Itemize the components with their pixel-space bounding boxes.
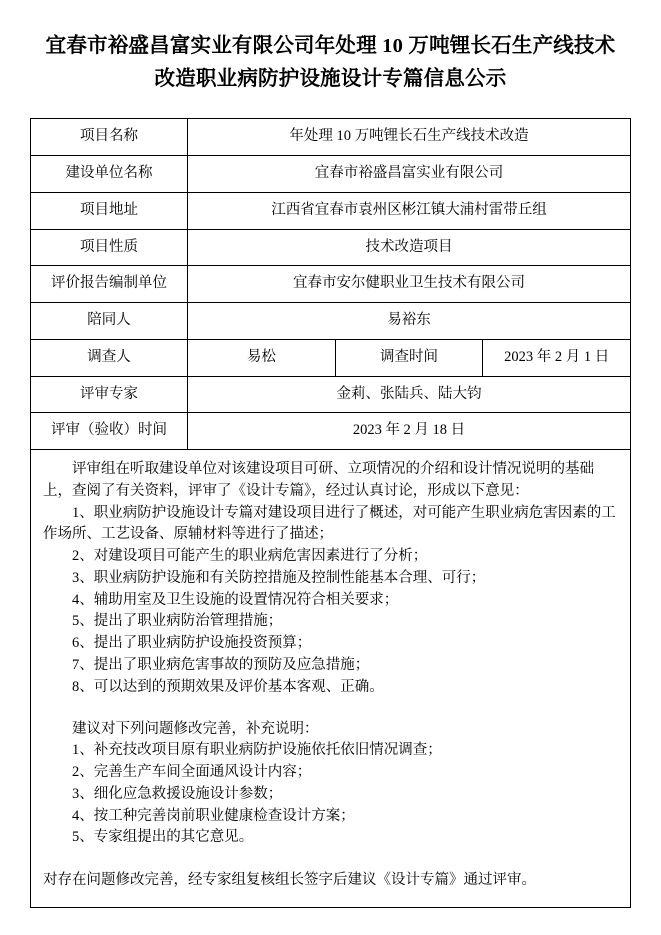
row-label-accompanying-person: 陪同人 bbox=[31, 303, 188, 340]
row-value-project-name: 年处理 10 万吨锂长石生产线技术改造 bbox=[188, 119, 631, 156]
table-row-opinion bbox=[31, 450, 631, 908]
row-value-survey-time: 2023 年 2 月 1 日 bbox=[483, 339, 631, 376]
row-label-project-nature: 项目性质 bbox=[31, 229, 188, 266]
opinion-item: 6、提出了职业病防护设施投资预算； bbox=[72, 635, 312, 652]
row-value-company-name: 宜春市裕盛昌富实业有限公司 bbox=[188, 156, 631, 193]
row-label-survey-time: 调查时间 bbox=[335, 339, 483, 376]
opinion-item: 4、辅助用室及卫生设施的设置情况符合相关要求； bbox=[72, 591, 399, 608]
row-label-experts: 评审专家 bbox=[31, 376, 188, 413]
table-row bbox=[31, 119, 631, 156]
table-row bbox=[31, 376, 631, 413]
row-label-review-time: 评审（验收）时间 bbox=[31, 413, 188, 450]
table-row bbox=[31, 339, 631, 376]
row-label-company-name: 建设单位名称 bbox=[31, 156, 188, 193]
spacer bbox=[43, 849, 618, 869]
table-row bbox=[31, 156, 631, 193]
row-value-project-address: 江西省宜春市袁州区彬江镇大浦村雷带丘组 bbox=[188, 192, 631, 229]
opinion-intro: 评审组在听取建设单位对该建设项目可研、立项情况的介绍和设计情况说明的基础上，查阅了有关资料，评审了《设计专篇》，经过认真讨论，形成以下意见： bbox=[43, 461, 594, 499]
row-label-report-unit: 评价报告编制单位 bbox=[31, 266, 188, 303]
suggestion-item: 1、补充技改项目原有职业病防护设施依托依旧情况调查； bbox=[72, 742, 442, 759]
table-row bbox=[31, 192, 631, 229]
spacer bbox=[43, 698, 618, 718]
row-value-surveyor: 易松 bbox=[188, 339, 336, 376]
suggestion-item: 3、细化应急救援设施设计参数； bbox=[72, 785, 283, 802]
info-table-container bbox=[30, 118, 631, 908]
row-label-project-address: 项目地址 bbox=[31, 192, 188, 229]
table-row bbox=[31, 413, 631, 450]
opinion-item: 7、提出了职业病危害事故的预防及应急措施； bbox=[72, 656, 370, 673]
opinion-item: 2、对建设项目可能产生的职业病危害因素进行了分析； bbox=[72, 548, 428, 565]
row-value-report-unit: 宜春市安尔健职业卫生技术有限公司 bbox=[188, 266, 631, 303]
table-row bbox=[31, 229, 631, 266]
conclusion-text: 对存在问题修改完善，经专家组复核组长签字后建议《设计专篇》通过评审。 bbox=[43, 871, 536, 888]
row-value-accompanying-person: 易裕东 bbox=[188, 303, 631, 340]
page-title: 宜春市裕盛昌富实业有限公司年处理 10 万吨锂长石生产线技术改造职业病防护设施设计专篇信息公示 bbox=[45, 35, 616, 91]
opinion-item: 8、可以达到的预期效果及评价基本客观、正确。 bbox=[72, 678, 384, 695]
info-table bbox=[30, 118, 631, 908]
suggestion-item: 4、按工种完善岗前职业健康检查设计方案； bbox=[72, 807, 355, 824]
suggestion-item: 5、专家组提出的其它意见。 bbox=[72, 829, 254, 846]
opinion-item: 1、职业病防护设施设计专篇对建设项目进行了概述，对可能产生职业病危害因素的工作场所、工艺设备、原辅材料等进行了描述； bbox=[43, 504, 616, 543]
suggestion-item: 2、完善生产车间全面通风设计内容； bbox=[72, 764, 312, 781]
table-row bbox=[31, 266, 631, 303]
row-label-project-name: 项目名称 bbox=[31, 119, 188, 156]
table-row bbox=[31, 303, 631, 340]
row-value-experts: 金莉、张陆兵、陆大钧 bbox=[188, 376, 631, 413]
row-value-review-time: 2023 年 2 月 18 日 bbox=[188, 413, 631, 450]
suggestion-title: 建议对下列问题修改完善，补充说明： bbox=[72, 720, 319, 737]
opinion-item: 3、职业病防护设施和有关防控措施及控制性能基本合理、可行； bbox=[72, 569, 486, 586]
opinion-item: 5、提出了职业病防治管理措施； bbox=[72, 613, 283, 630]
opinion-body bbox=[31, 450, 631, 908]
row-value-project-nature: 技术改造项目 bbox=[188, 229, 631, 266]
row-label-surveyor: 调查人 bbox=[31, 339, 188, 376]
